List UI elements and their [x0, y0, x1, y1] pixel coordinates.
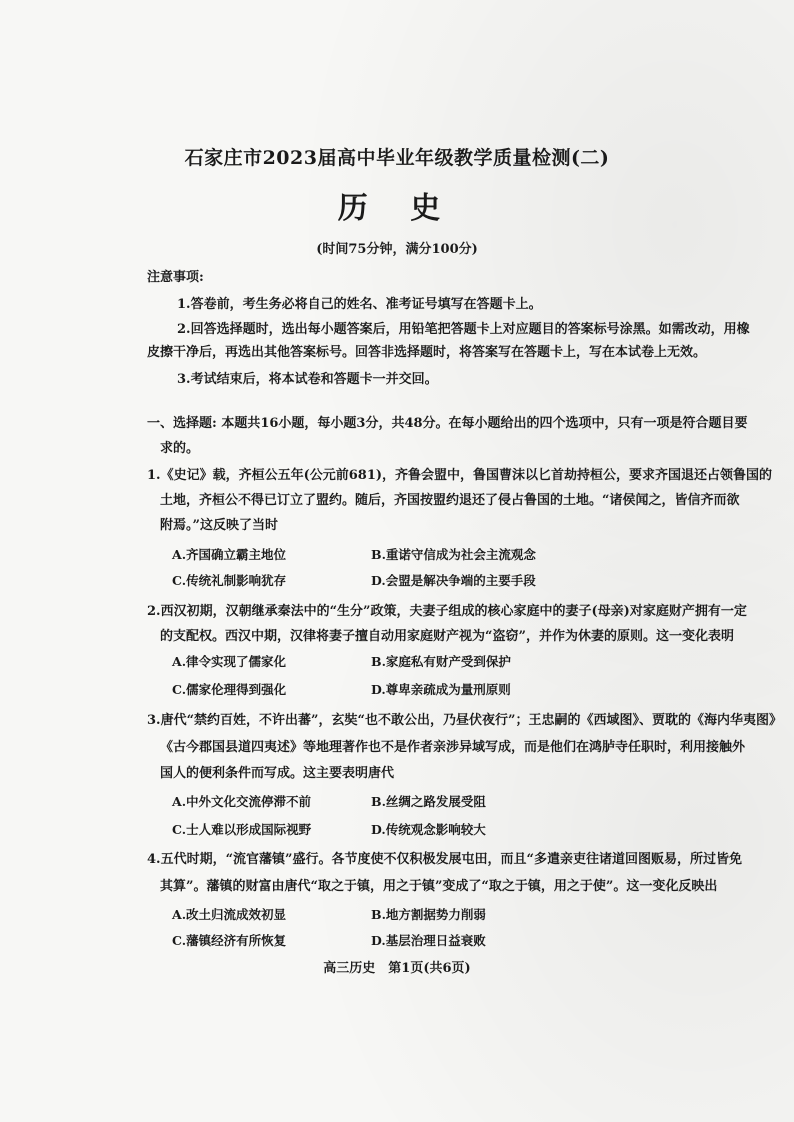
question-3-option-b: B.丝绸之路发展受阻	[371, 794, 486, 809]
section-heading: 一、选择题: 本题共16小题，每小题3分，共48分。在每小题给出的四个选项中，只有一项是符合题目要	[147, 416, 748, 431]
section-heading-cont: 求的。	[160, 441, 200, 456]
question-4-option-c: C.藩镇经济有所恢复	[172, 933, 287, 948]
question-2-option-b: B.家庭私有财产受到保护	[371, 654, 511, 669]
question-3-line-1: 3.唐代“禁约百姓，不许出蕃”，玄奘“也不敢公出，乃昼伏夜行”；王忠嗣的《西域图》、贾耽的《海内华夷图》	[147, 713, 782, 728]
question-1-option-a: A.齐国确立霸主地位	[172, 547, 287, 562]
question-3-option-d: D.传统观念影响较大	[371, 822, 486, 837]
question-4-option-a: A.改土归流成效初显	[172, 907, 287, 922]
question-2-option-a: A.律令实现了儒家化	[172, 654, 287, 669]
exam-time-info: (时间75分钟，满分100分)	[316, 242, 478, 257]
question-4-option-b: B.地方割据势力削弱	[371, 907, 486, 922]
question-1-line-1: 1.《史记》载，齐桓公五年(公元前681)，齐鲁会盟中，鲁国曹沫以匕首劫持桓公，要求齐国退还占领鲁国的	[147, 468, 773, 483]
question-3-option-a: A.中外文化交流停滞不前	[172, 794, 312, 809]
notes-heading: 注意事项:	[147, 270, 204, 285]
question-4-line-2: 其算”。藩镇的财富由唐代“取之于镇，用之于镇”变成了“取之于镇，用之于使”。这一变化反映出	[160, 879, 718, 894]
question-2-option-c: C.儒家伦理得到强化	[172, 682, 287, 697]
note-item-2: 2.回答选择题时，选出每小题答案后，用铅笔把答题卡上对应题目的答案标号涂黑。如需改动，用橡	[177, 322, 750, 337]
question-2-line-1: 2.西汉初期，汉朝继承秦法中的“生分”政策，夫妻子组成的核心家庭中的妻子(母亲)对家庭财产拥有一定	[147, 604, 747, 619]
question-1-option-c: C.传统礼制影响犹存	[172, 573, 287, 588]
question-3-line-3: 国人的便利条件而写成。这主要表明唐代	[160, 766, 395, 781]
question-4-line-1: 4.五代时期，“流官藩镇”盛行。各节度使不仅积极发展屯田，而且“多遣亲吏往诸道回图贩易，所过皆免	[147, 852, 743, 867]
question-4-option-d: D.基层治理日益衰败	[371, 933, 486, 948]
question-3-option-c: C.士人难以形成国际视野	[172, 822, 312, 837]
exam-title: 石家庄市2023届高中毕业年级教学质量检测(二)	[184, 147, 610, 169]
note-item-2-cont: 皮擦干净后，再选出其他答案标号。回答非选择题时，将答案写在答题卡上，写在本试卷上无效。	[147, 345, 707, 360]
question-2-line-2: 的支配权。西汉中期，汉律将妻子擅自动用家庭财产视为“盗窃”，并作为休妻的原则。这一变化表明	[160, 629, 734, 644]
note-item-1: 1.答卷前，考生务必将自己的姓名、准考证号填写在答题卡上。	[177, 297, 542, 312]
exam-subject: 历 史	[337, 191, 457, 226]
question-3-line-2: 《古今郡国县道四夷述》等地理著作也不是作者亲涉异域写成，而是他们在鸿胪寺任职时，利用接触外	[160, 740, 746, 755]
note-item-3: 3.考试结束后，将本试卷和答题卡一并交回。	[177, 372, 438, 387]
question-2-option-d: D.尊卑亲疏成为量刑原则	[371, 682, 511, 697]
page-footer: 高三历史 第1页(共6页)	[323, 961, 471, 976]
question-1-option-b: B.重诺守信成为社会主流观念	[371, 547, 536, 562]
question-1-line-2: 土地，齐桓公不得已订立了盟约。随后，齐国按盟约退还了侵占鲁国的土地。“诸侯闻之，皆信齐而欲	[160, 493, 740, 508]
question-1-option-d: D.会盟是解决争端的主要手段	[371, 573, 536, 588]
question-1-line-3: 附焉。”这反映了当时	[160, 518, 278, 533]
